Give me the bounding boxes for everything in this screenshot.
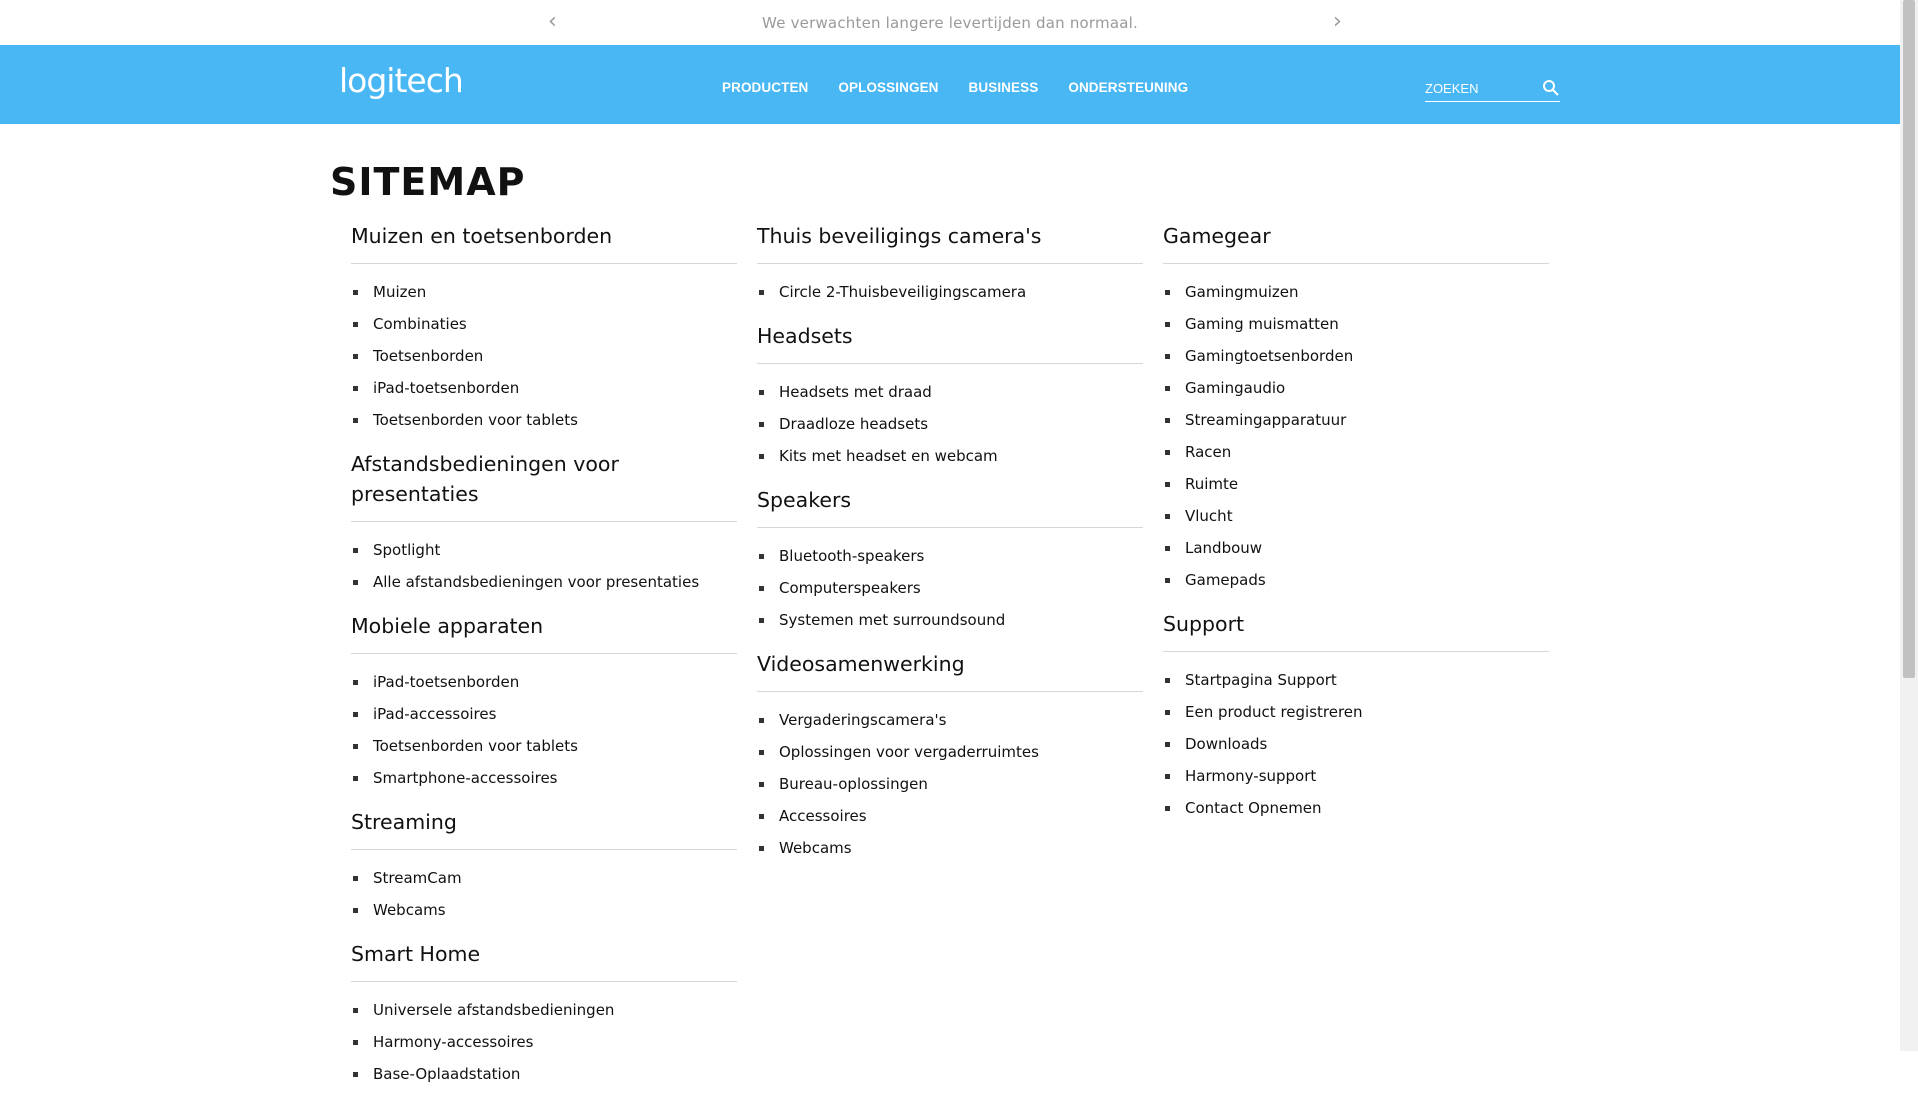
list-item — [1163, 696, 1549, 728]
search-icon[interactable] — [1542, 79, 1560, 97]
section-title: Videosamenwerking — [757, 646, 1143, 692]
bullet-icon — [353, 680, 358, 685]
sitemap-link-bureau-oplossingen[interactable]: Bureau-oplossingen — [779, 775, 928, 793]
list-item — [351, 666, 737, 698]
list-item — [351, 862, 737, 894]
bullet-icon — [353, 712, 358, 717]
main-nav — [722, 80, 1218, 95]
bullet-icon — [759, 554, 764, 559]
bullet-icon — [1165, 322, 1170, 327]
section-link-list — [1163, 652, 1549, 828]
bullet-icon — [1165, 678, 1170, 683]
list-item — [351, 372, 737, 404]
sitemap-link-toetsenborden-voor-tablets[interactable]: Toetsenborden voor tablets — [373, 411, 578, 429]
section-title: Mobiele apparaten — [351, 608, 737, 654]
sitemap-link-landbouw[interactable]: Landbouw — [1185, 539, 1263, 557]
site-header — [0, 45, 1900, 124]
sitemap-link-combinaties[interactable]: Combinaties — [373, 315, 467, 333]
sitemap-link-muizen[interactable]: Muizen — [373, 283, 427, 301]
bullet-icon — [353, 908, 358, 913]
sitemap-link-streamingapparatuur[interactable]: Streamingapparatuur — [1185, 411, 1347, 429]
bullet-icon — [353, 418, 358, 423]
section-title: Speakers — [757, 482, 1143, 528]
bullet-icon — [759, 290, 764, 295]
sitemap-link-vergaderingscamera-s[interactable]: Vergaderingscamera's — [779, 711, 947, 729]
sitemap-link-webcams[interactable]: Webcams — [373, 901, 446, 919]
bullet-icon — [1165, 354, 1170, 359]
sitemap-link-toetsenborden-voor-tablets[interactable]: Toetsenborden voor tablets — [373, 737, 578, 755]
section-title: Muizen en toetsenborden — [351, 218, 737, 264]
bullet-icon — [353, 1040, 358, 1045]
bullet-icon — [353, 876, 358, 881]
sitemap-link-een-product-registreren[interactable]: Een product registreren — [1185, 703, 1363, 721]
bullet-icon — [353, 1008, 358, 1013]
sitemap-link-bluetooth-speakers[interactable]: Bluetooth-speakers — [779, 547, 925, 565]
section-link-list — [757, 692, 1143, 868]
list-item — [1163, 792, 1549, 824]
bullet-icon — [353, 548, 358, 553]
list-item — [757, 376, 1143, 408]
list-item — [757, 604, 1143, 636]
bullet-icon — [759, 814, 764, 819]
section-link-list — [351, 654, 737, 798]
bullet-icon — [1165, 450, 1170, 455]
sitemap-section-headsets — [757, 318, 1143, 476]
list-item — [1163, 308, 1549, 340]
list-item — [351, 762, 737, 794]
list-item — [351, 894, 737, 926]
list-item — [757, 408, 1143, 440]
bullet-icon — [1165, 578, 1170, 583]
sitemap-link-ipad-toetsenborden[interactable]: iPad-toetsenborden — [373, 673, 520, 691]
list-item — [351, 1058, 737, 1090]
sitemap-link-racen[interactable]: Racen — [1185, 443, 1232, 461]
sitemap-section-speakers — [757, 482, 1143, 640]
list-item — [757, 276, 1143, 308]
sitemap-section-gamegear — [1163, 218, 1549, 600]
sitemap-link-toetsenborden[interactable]: Toetsenborden — [373, 347, 484, 365]
list-item — [1163, 532, 1549, 564]
nav-business[interactable]: BUSINESS — [968, 80, 1039, 95]
bullet-icon — [353, 290, 358, 295]
sitemap-column-3 — [1163, 218, 1549, 834]
sitemap-section-muizen-en-toetsenborden — [351, 218, 737, 440]
sitemap-section-afstandsbedieningen-voor-presentaties — [351, 446, 737, 602]
list-item — [1163, 276, 1549, 308]
list-item — [757, 440, 1143, 472]
page-title: SITEMAP — [330, 160, 526, 204]
section-title: Smart Home — [351, 936, 737, 982]
section-link-list — [757, 264, 1143, 312]
bullet-icon — [1165, 290, 1170, 295]
list-item — [1163, 436, 1549, 468]
sitemap-link-startpagina-support[interactable]: Startpagina Support — [1185, 671, 1337, 689]
bullet-icon — [1165, 514, 1170, 519]
sitemap-link-kits-met-headset-en-webcam[interactable]: Kits met headset en webcam — [779, 447, 998, 465]
bullet-icon — [1165, 774, 1170, 779]
section-link-list — [351, 982, 737, 1094]
chevron-right-icon[interactable]: › — [1333, 9, 1342, 34]
list-item — [1163, 372, 1549, 404]
sitemap-link-alle-afstandsbedieningen-voor-presentaties[interactable]: Alle afstandsbedieningen voor presentaties — [373, 573, 700, 591]
logitech-logo[interactable]: logitech — [339, 61, 463, 100]
announcement-text: We verwachten langere levertijden dan normaal. — [762, 13, 1138, 32]
search-box — [1425, 75, 1560, 102]
sitemap-link-smartphone-accessoires[interactable]: Smartphone-accessoires — [373, 769, 558, 787]
bullet-icon — [1165, 546, 1170, 551]
nav-ondersteuning[interactable]: ONDERSTEUNING — [1068, 80, 1189, 95]
bullet-icon — [759, 454, 764, 459]
section-link-list — [351, 264, 737, 440]
sitemap-link-harmony-accessoires[interactable]: Harmony-accessoires — [373, 1033, 534, 1051]
bullet-icon — [759, 718, 764, 723]
list-item — [1163, 404, 1549, 436]
bullet-icon — [759, 846, 764, 851]
section-link-list — [351, 850, 737, 930]
section-title: Streaming — [351, 804, 737, 850]
section-link-list — [351, 522, 737, 602]
bullet-icon — [353, 580, 358, 585]
bullet-icon — [1165, 482, 1170, 487]
bullet-icon — [759, 782, 764, 787]
sitemap-column-2 — [757, 218, 1143, 874]
bullet-icon — [1165, 806, 1170, 811]
list-item — [1163, 664, 1549, 696]
sitemap-link-oplossingen-voor-vergaderruimtes[interactable]: Oplossingen voor vergaderruimtes — [779, 743, 1039, 761]
bullet-icon — [1165, 742, 1170, 747]
section-title: Gamegear — [1163, 218, 1549, 264]
sitemap-link-draadloze-headsets[interactable]: Draadloze headsets — [779, 415, 929, 433]
announcement-bar — [0, 0, 1900, 45]
sitemap-section-smart-home — [351, 936, 737, 1094]
sitemap-section-support — [1163, 606, 1549, 828]
list-item — [351, 276, 737, 308]
bullet-icon — [759, 750, 764, 755]
section-title: Headsets — [757, 318, 1143, 364]
scrollbar-thumb[interactable] — [1903, 0, 1915, 678]
section-title: Support — [1163, 606, 1549, 652]
list-item — [1163, 468, 1549, 500]
sitemap-link-contact-opnemen[interactable]: Contact Opnemen — [1185, 799, 1322, 817]
list-item — [351, 308, 737, 340]
list-item — [351, 340, 737, 372]
sitemap-link-headsets-met-draad[interactable]: Headsets met draad — [779, 383, 932, 401]
sitemap-link-accessoires[interactable]: Accessoires — [779, 807, 867, 825]
bullet-icon — [353, 1072, 358, 1077]
sitemap-link-gamingmuizen[interactable]: Gamingmuizen — [1185, 283, 1299, 301]
sitemap-section-mobiele-apparaten — [351, 608, 737, 798]
sitemap-link-universele-afstandsbedieningen[interactable]: Universele afstandsbedieningen — [373, 1001, 615, 1019]
list-item — [351, 1026, 737, 1058]
list-item — [757, 572, 1143, 604]
search-input[interactable] — [1425, 81, 1525, 96]
sitemap-link-harmony-support[interactable]: Harmony-support — [1185, 767, 1317, 785]
sitemap-link-webcams[interactable]: Webcams — [779, 839, 852, 857]
bullet-icon — [759, 586, 764, 591]
list-item — [757, 704, 1143, 736]
list-item — [1163, 340, 1549, 372]
sitemap-link-gamepads[interactable]: Gamepads — [1185, 571, 1266, 589]
section-title: Afstandsbedieningen voor presentaties — [351, 446, 737, 522]
bullet-icon — [353, 386, 358, 391]
sitemap-link-circle-2-thuisbeveiligingscamera[interactable]: Circle 2-Thuisbeveiligingscamera — [779, 283, 1027, 301]
list-item — [757, 736, 1143, 768]
list-item — [757, 768, 1143, 800]
list-item — [757, 832, 1143, 864]
sitemap-link-ipad-toetsenborden[interactable]: iPad-toetsenborden — [373, 379, 520, 397]
bullet-icon — [353, 776, 358, 781]
list-item — [1163, 500, 1549, 532]
list-item — [351, 534, 737, 566]
list-item — [351, 404, 737, 436]
list-item — [1163, 760, 1549, 792]
sitemap-link-systemen-met-surroundsound[interactable]: Systemen met surroundsound — [779, 611, 1006, 629]
list-item — [757, 800, 1143, 832]
bullet-icon — [1165, 386, 1170, 391]
bullet-icon — [1165, 418, 1170, 423]
list-item — [351, 730, 737, 762]
nav-oplossingen[interactable]: OPLOSSINGEN — [838, 80, 939, 95]
sitemap-column-1 — [351, 218, 737, 1100]
sitemap-link-base-oplaadstation[interactable]: Base-Oplaadstation — [373, 1065, 521, 1083]
bullet-icon — [759, 390, 764, 395]
section-title: Thuis beveiligings camera's — [757, 218, 1143, 264]
list-item — [351, 566, 737, 598]
bullet-icon — [353, 354, 358, 359]
list-item — [1163, 728, 1549, 760]
sitemap-section-videosamenwerking — [757, 646, 1143, 868]
bullet-icon — [353, 744, 358, 749]
list-item — [757, 540, 1143, 572]
section-link-list — [757, 364, 1143, 476]
section-link-list — [1163, 264, 1549, 600]
list-item — [1163, 564, 1549, 596]
sitemap-link-gamingaudio[interactable]: Gamingaudio — [1185, 379, 1286, 397]
bullet-icon — [353, 322, 358, 327]
list-item — [351, 698, 737, 730]
nav-producten[interactable]: PRODUCTEN — [722, 80, 809, 95]
section-link-list — [757, 528, 1143, 640]
page-scrollbar[interactable] — [1900, 0, 1918, 1051]
sitemap-link-streamcam[interactable]: StreamCam — [373, 869, 462, 887]
sitemap-link-vlucht[interactable]: Vlucht — [1185, 507, 1233, 525]
chevron-left-icon[interactable]: ‹ — [548, 9, 557, 34]
list-item — [351, 994, 737, 1026]
sitemap-link-ruimte[interactable]: Ruimte — [1185, 475, 1239, 493]
sitemap-link-gamingtoetsenborden[interactable]: Gamingtoetsenborden — [1185, 347, 1354, 365]
sitemap-link-downloads[interactable]: Downloads — [1185, 735, 1268, 753]
sitemap-link-computerspeakers[interactable]: Computerspeakers — [779, 579, 921, 597]
bullet-icon — [759, 422, 764, 427]
sitemap-section-thuis-beveiligings-camera-s — [757, 218, 1143, 312]
bullet-icon — [1165, 710, 1170, 715]
sitemap-link-spotlight[interactable]: Spotlight — [373, 541, 441, 559]
sitemap-link-gaming-muismatten[interactable]: Gaming muismatten — [1185, 315, 1339, 333]
bullet-icon — [759, 618, 764, 623]
sitemap-link-ipad-accessoires[interactable]: iPad-accessoires — [373, 705, 497, 723]
sitemap-section-streaming — [351, 804, 737, 930]
